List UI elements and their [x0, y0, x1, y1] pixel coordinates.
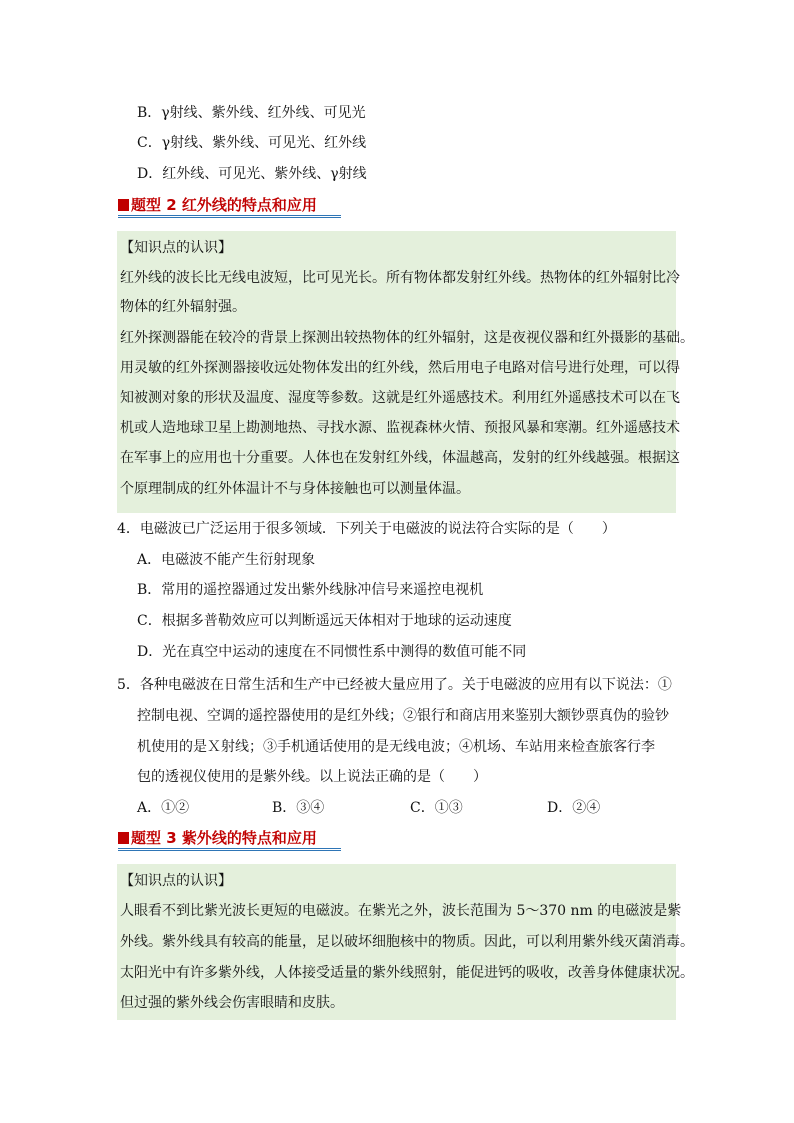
q4-option-a: A．电磁波不能产生衍射现象	[137, 552, 316, 568]
box-line: 知被测对象的形状及温度、湿度等参数。这就是红外遥感技术。利用红外遥感技术可以在飞	[120, 390, 680, 406]
q5-choice-b: B．③④	[272, 800, 325, 816]
box-line: 个原理制成的红外体温计不与身体接触也可以测量体温。	[120, 481, 470, 497]
question-5-stem-line: 包的透视仪使用的是紫外线。以上说法正确的是（ ）	[137, 769, 487, 785]
box-line: 物体的红外辐射强。	[120, 299, 246, 315]
box-line: 用灵敏的红外探测器接收远处物体发出的红外线，然后用电子电路对信号进行处理，可以得	[120, 360, 680, 376]
box-line: 机或人造地球卫星上勘测地热、寻找水源、监视森林火情、预报风暴和寒潮。红外遥感技术	[120, 420, 680, 436]
option-d: D．红外线、可见光、紫外线、γ射线	[137, 166, 367, 182]
question-5-stem-line: 机使用的是Ｘ射线；③手机通话使用的是无线电波；④机场、车站用来检查旅客行李	[137, 739, 655, 755]
box-line: 【知识点的认识】	[120, 240, 232, 256]
option-c: C．γ射线、紫外线、可见光、红外线	[137, 135, 367, 151]
box-line: 在军事上的应用也十分重要。人体也在发射红外线，体温越高，发射的红外线越强。根据这	[120, 450, 680, 466]
q5-choice-c: C．①③	[410, 800, 463, 816]
box-line: 太阳光中有许多紫外线，人体接受适量的紫外线照射，能促进钙的吸收，改善身体健康状况。	[120, 965, 694, 981]
red-square-marker	[118, 832, 129, 844]
q4-option-d: D．光在真空中运动的速度在不同惯性系中测得的数值可能不同	[137, 644, 527, 660]
q4-option-c: C．根据多普勒效应可以判断遥远天体相对于地球的运动速度	[137, 613, 512, 629]
option-b: B．γ射线、紫外线、红外线、可见光	[137, 105, 366, 121]
question-4-stem: 4．电磁波已广泛运用于很多领域．下列关于电磁波的说法符合实际的是（ ）	[117, 521, 616, 537]
q5-choice-d: D．②④	[547, 800, 601, 816]
box-line: 人眼看不到比紫光波长更短的电磁波。在紫光之外，波长范围为 5～370 nm 的电磁波是紫	[120, 903, 682, 919]
question-5-stem-line: 控制电视、空调的遥控器使用的是红外线；②银行和商店用来鉴别大额钞票真伪的验钞	[137, 708, 669, 724]
box-line: 但过强的紫外线会伤害眼睛和皮肤。	[120, 995, 344, 1011]
section-title: 题型 2 红外线的特点和应用	[131, 196, 317, 214]
knowledge-box-infrared	[117, 231, 694, 513]
box-line: 【知识点的认识】	[120, 873, 232, 889]
knowledge-box-ultraviolet	[117, 864, 694, 1020]
red-square-marker	[118, 199, 129, 211]
q4-option-b: B．常用的遥控器通过发出紫外线脉冲信号来遥控电视机	[137, 582, 484, 598]
q5-choice-a: A．①②	[137, 800, 190, 816]
box-line: 红外线的波长比无线电波短，比可见光长。所有物体都发射红外线。热物体的红外辐射比冷	[120, 270, 680, 286]
box-line: 红外探测器能在较冷的背景上探测出较热物体的红外辐射，这是夜视仪器和红外摄影的基础。	[120, 330, 694, 346]
question-5-stem-line: 5．各种电磁波在日常生活和生产中已经被大量应用了。关于电磁波的应用有以下说法：①	[117, 677, 672, 693]
box-line: 外线。紫外线具有较高的能量，足以破坏细胞核中的物质。因此，可以利用紫外线灭菌消毒。	[120, 934, 694, 950]
section-title: 题型 3 紫外线的特点和应用	[131, 829, 317, 847]
